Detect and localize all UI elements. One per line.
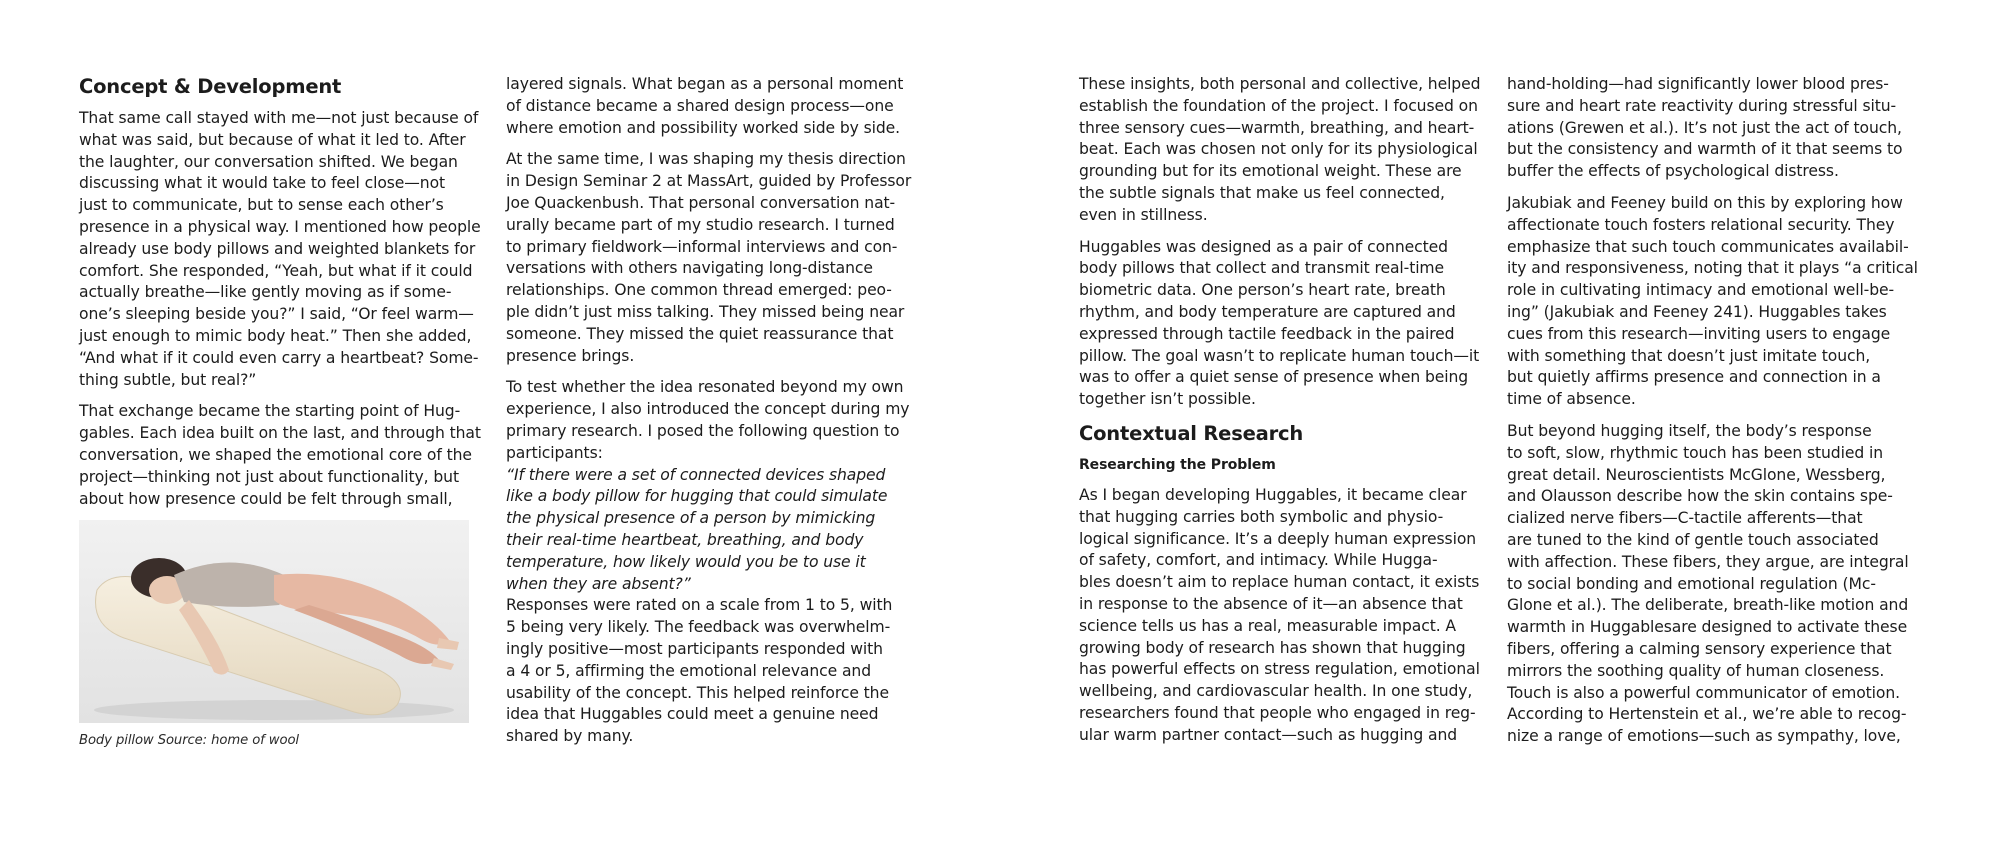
text-line: Jakubiak and Feeney build on this by exploring how bbox=[1507, 193, 1903, 212]
text-line: idea that Huggables could meet a genuine need bbox=[506, 705, 879, 724]
text-line: ations (Grewen et al.). It’s not just the act of touch, bbox=[1507, 118, 1902, 137]
text-line: just enough to mimic body heat.” Then she added, bbox=[79, 326, 472, 345]
text-line: of safety, comfort, and intimacy. While Hugga- bbox=[1079, 551, 1438, 570]
text-line: pillow. The goal wasn’t to replicate human touch—it bbox=[1079, 346, 1480, 365]
paragraph bbox=[506, 595, 931, 748]
text-line: Touch is also a powerful communicator of emotion. bbox=[1507, 683, 1900, 702]
text-line: presence brings. bbox=[506, 346, 635, 365]
text-line: mirrors the soothing quality of human closeness. bbox=[1507, 661, 1885, 680]
text-line: relationships. One common thread emerged: peo- bbox=[506, 281, 892, 300]
text-line: ing” (Jakubiak and Feeney 241). Huggables takes bbox=[1507, 302, 1887, 321]
text-line: affectionate touch fosters relational security. They bbox=[1507, 215, 1895, 234]
text-line: Glone et al.). The deliberate, breath-like motion and bbox=[1507, 596, 1909, 615]
text-line: that hugging carries both symbolic and physio- bbox=[1079, 507, 1444, 526]
paragraph bbox=[79, 108, 494, 391]
text-line: Responses were rated on a scale from 1 to 5, with bbox=[506, 596, 893, 615]
text-line: ity and responsiveness, noting that it plays “a critical bbox=[1507, 259, 1918, 278]
column-3 bbox=[1079, 74, 1504, 757]
text-line: body pillows that collect and transmit real-time bbox=[1079, 259, 1445, 278]
text-line: conversation, we shaped the emotional core of the bbox=[79, 445, 472, 464]
text-line: fibers, offering a calming sensory experience that bbox=[1507, 639, 1892, 658]
paragraph bbox=[506, 74, 931, 139]
text-line: with affection. These fibers, they argue, are integral bbox=[1507, 552, 1909, 571]
text-line: and Olausson describe how the skin contains spe- bbox=[1507, 487, 1893, 506]
text-line: to social bonding and emotional regulation (Mc- bbox=[1507, 574, 1876, 593]
text-line: presence in a physical way. I mentioned how people bbox=[79, 217, 481, 236]
text-line: are tuned to the kind of gentle touch associated bbox=[1507, 530, 1879, 549]
text-line: what was said, but because of what it led to. After bbox=[79, 130, 466, 149]
paragraph bbox=[1507, 74, 1927, 183]
text-line: already use body pillows and weighted blankets for bbox=[79, 239, 476, 258]
text-line: even in stillness. bbox=[1079, 205, 1208, 224]
text-line: but quietly affirms presence and connection in a bbox=[1507, 368, 1881, 387]
text-line: discussing what it would take to feel close—not bbox=[79, 174, 446, 193]
text-line: project—thinking not just about functionality, but bbox=[79, 467, 459, 486]
text-line: beat. Each was chosen not only for its physiological bbox=[1079, 140, 1478, 159]
text-line: temperature, how likely would you be to use it bbox=[506, 552, 866, 571]
text-line: At the same time, I was shaping my thesis direction bbox=[506, 150, 906, 169]
section-heading-concept: Concept & Development bbox=[79, 75, 342, 98]
survey-question-quote bbox=[506, 465, 931, 596]
text-line: one’s sleeping beside you?” I said, “Or feel warm— bbox=[79, 305, 474, 324]
column-2 bbox=[506, 74, 931, 758]
text-line: a 4 or 5, affirming the emotional relevance and bbox=[506, 661, 872, 680]
text-line: researchers found that people who engaged in reg- bbox=[1079, 703, 1476, 722]
text-line: layered signals. What began as a personal moment bbox=[506, 75, 904, 93]
text-line: primary research. I posed the following question to bbox=[506, 421, 900, 440]
column-4 bbox=[1507, 74, 1927, 758]
text-line: like a body pillow for hugging that could simulate bbox=[506, 487, 888, 506]
text-line: the laughter, our conversation shifted. We began bbox=[79, 152, 458, 171]
text-line: of distance became a shared design process—one bbox=[506, 96, 894, 115]
body-pillow-illustration bbox=[79, 520, 469, 723]
text-line: actually breathe—like gently moving as if some- bbox=[79, 283, 452, 302]
text-line: the subtle signals that make us feel connected, bbox=[1079, 183, 1445, 202]
text-line: but the consistency and warmth of it that seems to bbox=[1507, 140, 1903, 159]
text-line: buffer the effects of psychological distress. bbox=[1507, 162, 1839, 181]
text-line: three sensory cues—warmth, breathing, and heart- bbox=[1079, 118, 1475, 137]
column-1 bbox=[79, 74, 494, 750]
text-line: has powerful effects on stress regulation, emotional bbox=[1079, 660, 1480, 679]
text-line: the physical presence of a person by mimicking bbox=[506, 509, 876, 528]
section-heading-contextual-research: Contextual Research bbox=[1079, 421, 1304, 445]
text-line: with something that doesn’t just imitate touch, bbox=[1507, 346, 1871, 365]
paragraph bbox=[1507, 193, 1927, 411]
text-line: ular warm partner contact—such as hugging and bbox=[1079, 725, 1458, 744]
text-line: establish the foundation of the project. I focused on bbox=[1079, 96, 1478, 115]
text-line: shared by many. bbox=[506, 727, 634, 746]
text-line: “And what if it could even carry a heartbeat? Some- bbox=[79, 348, 479, 367]
text-line: expressed through tactile feedback in the paired bbox=[1079, 324, 1455, 343]
text-line: their real-time heartbeat, breathing, and body bbox=[506, 530, 864, 549]
text-line: gables. Each idea built on the last, and through that bbox=[79, 424, 481, 443]
text-line: These insights, both personal and collective, helped bbox=[1079, 75, 1481, 93]
text-line: ingly positive—most participants responded with bbox=[506, 639, 883, 658]
text-line: biometric data. One person’s heart rate, breath bbox=[1079, 281, 1446, 300]
text-line: time of absence. bbox=[1507, 390, 1636, 409]
text-line: cues from this research—inviting users to engage bbox=[1507, 324, 1891, 343]
text-line: was to offer a quiet sense of presence when being bbox=[1079, 368, 1469, 387]
text-line: logical significance. It’s a deeply human expression bbox=[1079, 529, 1477, 548]
body-pillow-photo bbox=[79, 520, 469, 723]
text-line: According to Hertenstein et al., we’re able to recog- bbox=[1507, 705, 1907, 724]
text-line: hand-holding—had significantly lower blood pres- bbox=[1507, 75, 1889, 93]
text-line: experience, I also introduced the concept during my bbox=[506, 400, 910, 419]
text-line: to soft, slow, rhythmic touch has been studied in bbox=[1507, 443, 1883, 462]
text-line: usability of the concept. This helped reinforce the bbox=[506, 683, 889, 702]
paragraph bbox=[506, 149, 931, 367]
paragraph bbox=[506, 377, 931, 464]
text-line: participants: bbox=[506, 443, 603, 462]
text-line: just to communicate, but to sense each other’s bbox=[79, 196, 444, 215]
text-line: bles doesn’t aim to replace human contact, it exists bbox=[1079, 573, 1480, 592]
paragraph bbox=[1507, 421, 1927, 748]
text-line: great detail. Neuroscientists McGlone, Wessberg, bbox=[1507, 465, 1886, 484]
text-line: nize a range of emotions—such as sympathy, love, bbox=[1507, 727, 1901, 746]
text-line: someone. They missed the quiet reassurance that bbox=[506, 324, 894, 343]
text-line: growing body of research has shown that hugging bbox=[1079, 638, 1466, 657]
text-line: versations with others navigating long-distance bbox=[506, 259, 873, 278]
text-line: thing subtle, but real?” bbox=[79, 370, 257, 389]
paragraph bbox=[1079, 485, 1504, 747]
text-line: ple didn’t just miss talking. They missed being near bbox=[506, 302, 905, 321]
text-line: when they are absent?” bbox=[506, 574, 691, 593]
text-line: in response to the absence of it—an absence that bbox=[1079, 594, 1463, 613]
text-line: to primary fieldwork—informal interviews and con- bbox=[506, 237, 898, 256]
text-line: grounding but for its emotional weight. These are bbox=[1079, 162, 1462, 181]
text-line: where emotion and possibility worked side by side. bbox=[506, 118, 901, 137]
paragraph bbox=[79, 401, 494, 510]
text-line: That same call stayed with me—not just because of bbox=[79, 109, 479, 127]
text-line: 5 being very likely. The feedback was overwhelm- bbox=[506, 618, 891, 637]
text-line: about how presence could be felt through small, bbox=[79, 489, 453, 508]
text-line: Huggables was designed as a pair of connected bbox=[1079, 237, 1448, 256]
text-line: together isn’t possible. bbox=[1079, 390, 1256, 409]
text-line: emphasize that such touch communicates availabil- bbox=[1507, 237, 1909, 256]
text-line: cialized nerve fibers—C-tactile afferents—that bbox=[1507, 509, 1863, 528]
text-line: in Design Seminar 2 at MassArt, guided by Professor bbox=[506, 172, 912, 191]
figure-caption: Body pillow Source: home of wool bbox=[79, 733, 299, 749]
paragraph bbox=[1079, 237, 1504, 411]
text-line: sure and heart rate reactivity during stressful situ- bbox=[1507, 96, 1897, 115]
text-line: science tells us has a real, measurable impact. A bbox=[1079, 616, 1456, 635]
text-line: That exchange became the starting point of Hug- bbox=[79, 402, 461, 421]
text-line: rhythm, and body temperature are captured and bbox=[1079, 302, 1456, 321]
text-line: “If there were a set of connected devices shaped bbox=[506, 465, 886, 484]
text-line: comfort. She responded, “Yeah, but what if it could bbox=[79, 261, 473, 280]
text-line: But beyond hugging itself, the body’s response bbox=[1507, 421, 1872, 440]
text-line: role in cultivating intimacy and emotional well-be- bbox=[1507, 281, 1895, 300]
paragraph bbox=[1079, 74, 1504, 227]
subheading-researching-problem: Researching the Problem bbox=[1079, 456, 1276, 473]
text-line: urally became part of my studio research. I turned bbox=[506, 215, 895, 234]
text-line: Joe Quackenbush. That personal conversation nat- bbox=[506, 193, 896, 212]
text-line: As I began developing Huggables, it became clear bbox=[1079, 485, 1467, 504]
figure bbox=[79, 520, 469, 750]
text-line: wellbeing, and cardiovascular health. In one study, bbox=[1079, 682, 1473, 701]
text-line: warmth in Huggablesare designed to activate these bbox=[1507, 618, 1908, 637]
text-line: To test whether the idea resonated beyond my own bbox=[506, 378, 904, 397]
